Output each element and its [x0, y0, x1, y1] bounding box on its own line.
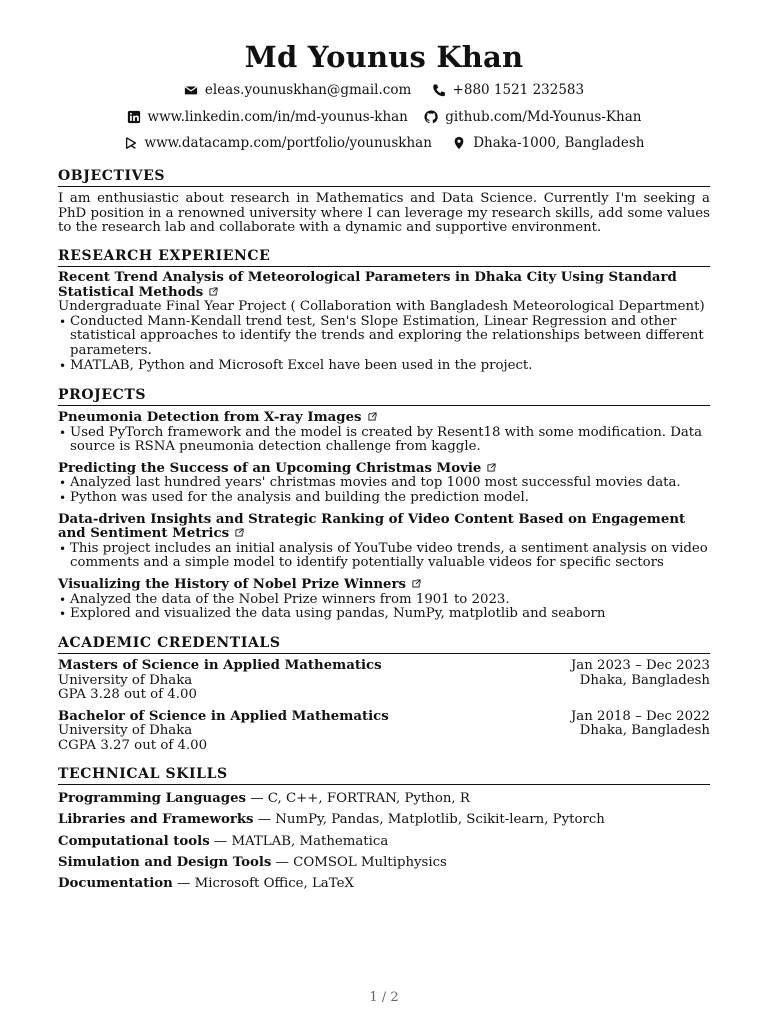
- research-bullets: [58, 315, 710, 373]
- contact-row-2: [58, 109, 710, 128]
- github-link[interactable]: [424, 109, 641, 125]
- location-pin-icon: [452, 136, 466, 150]
- linkedin-link[interactable]: [127, 109, 408, 125]
- skills-section: [58, 766, 710, 894]
- github-icon: [424, 110, 438, 124]
- degree-dates: Jan 2023 – Dec 2023: [570, 658, 710, 673]
- skill-value: — MATLAB, Mathematica: [209, 833, 389, 849]
- objectives-title: OBJECTIVES: [58, 168, 710, 187]
- github-text: github.com/Md-Younus-Khan: [445, 109, 642, 125]
- school-place: Dhaka, Bangladesh: [579, 672, 710, 688]
- skill-value: — C, C++, FORTRAN, Python, R: [246, 791, 470, 806]
- research-section: [58, 248, 710, 373]
- envelope-icon: [184, 83, 198, 97]
- list-item: • Conducted Mann-Kendall trend test, Sen's Slope Estimation, Linear Regression and other statistical approaches to identify the trends and exploring the relationships between different parameters.: [70, 315, 710, 359]
- school-name: University of Dhaka: [58, 672, 193, 688]
- project-title[interactable]: [58, 462, 710, 477]
- skill-row: [58, 788, 710, 809]
- academic-section: [58, 635, 710, 754]
- list-item: • MATLAB, Python and Microsoft Excel have been used in the project.: [70, 359, 710, 374]
- skill-label: Documentation: [58, 876, 173, 892]
- degree-entry: [58, 659, 710, 703]
- school-row: [58, 674, 710, 689]
- gpa-text: CGPA 3.27 out of 4.00: [58, 737, 208, 753]
- phone-text: +880 1521 232583: [452, 82, 585, 98]
- project-bullets: [58, 426, 710, 455]
- degree-entry: [58, 710, 710, 754]
- list-item: • Used PyTorch framework and the model is created by Resent18 with some modification. Data source is RSNA pneumonia detection challenge from kaggle.: [70, 426, 710, 455]
- objectives-section: [58, 168, 710, 236]
- list-item: • Explored and visualized the data using pandas, NumPy, matplotlib and seaborn: [70, 607, 710, 622]
- project-title-text: Data-driven Insights and Strategic Ranking of Video Content Based on Engagement and Sentiment Metrics: [58, 511, 686, 542]
- skills-title: TECHNICAL SKILLS: [58, 766, 710, 785]
- location-info: [452, 135, 644, 151]
- project-title[interactable]: [58, 513, 710, 542]
- project-item: [58, 578, 710, 622]
- degree-dates: Jan 2018 – Dec 2022: [570, 708, 710, 724]
- email-text: eleas.younuskhan@gmail.com: [204, 82, 412, 98]
- external-link-icon[interactable]: [209, 287, 218, 296]
- gpa-text: GPA 3.28 out of 4.00: [58, 687, 197, 703]
- project-item: [58, 411, 710, 455]
- page-number: 1 / 2: [369, 990, 399, 1005]
- skill-value: — COMSOL Multiphysics: [271, 854, 447, 870]
- skill-row: [58, 873, 710, 894]
- list-item: • This project includes an initial analysis of YouTube video trends, a sentiment analysis on video comments and a simple model to identify potentially valuable videos for specific sectors: [70, 542, 710, 571]
- research-project-title-text: Recent Trend Analysis of Meteorological Parameters in Dhaka City Using Standard Statistical Methods: [58, 270, 677, 300]
- degree-row: [58, 659, 710, 674]
- skill-label: Computational tools: [58, 833, 210, 849]
- email-link[interactable]: [184, 82, 411, 98]
- school-name: University of Dhaka: [58, 723, 193, 739]
- skill-value: — Microsoft Office, LaTeX: [172, 876, 354, 892]
- skill-label: Simulation and Design Tools: [58, 854, 272, 870]
- linkedin-text: www.linkedin.com/in/md-younus-khan: [147, 109, 408, 125]
- projects-title: PROJECTS: [58, 387, 710, 406]
- project-item: [58, 513, 710, 571]
- skill-row: [58, 831, 710, 852]
- degree-row: [58, 710, 710, 725]
- contact-row-1: [58, 82, 710, 101]
- project-item: [58, 462, 710, 506]
- skill-row: [58, 852, 710, 873]
- datacamp-link[interactable]: [124, 135, 432, 151]
- external-link-icon[interactable]: [487, 463, 496, 472]
- skill-row: [58, 809, 710, 830]
- phone-link[interactable]: [432, 82, 585, 98]
- project-title-text: Predicting the Success of an Upcoming Christmas Movie: [58, 460, 482, 476]
- degree-name: Bachelor of Science in Applied Mathematics: [58, 708, 389, 724]
- research-title: RESEARCH EXPERIENCE: [58, 248, 710, 267]
- list-item: • Analyzed last hundred years' christmas movies and top 1000 most successful movies data.: [70, 476, 710, 491]
- external-link-icon[interactable]: [368, 412, 377, 421]
- list-item: • Analyzed the data of the Nobel Prize winners from 1901 to 2023.: [70, 593, 710, 608]
- linkedin-icon: [127, 110, 141, 124]
- projects-section: [58, 387, 710, 622]
- skill-value: — NumPy, Pandas, Matplotlib, Scikit-learn, Pytorch: [253, 812, 605, 828]
- project-bullets: [58, 593, 710, 622]
- external-link-icon[interactable]: [235, 528, 244, 537]
- skill-label: Libraries and Frameworks: [58, 812, 254, 828]
- research-project-title[interactable]: [58, 271, 710, 300]
- contact-row-3: [58, 135, 710, 154]
- location-text: Dhaka-1000, Bangladesh: [473, 135, 645, 151]
- candidate-name: Md Younus Khan: [244, 40, 524, 74]
- datacamp-icon: [124, 136, 138, 150]
- school-place: Dhaka, Bangladesh: [579, 723, 710, 739]
- project-bullets: [58, 542, 710, 571]
- research-subtitle: Undergraduate Final Year Project ( Collaboration with Bangladesh Meteorological Department): [58, 299, 705, 315]
- academic-title: ACADEMIC CREDENTIALS: [58, 635, 710, 654]
- skills-list: [58, 788, 710, 894]
- skill-label: Programming Languages: [58, 791, 247, 806]
- project-title-text: Pneumonia Detection from X-ray Images: [58, 410, 362, 425]
- degree-name: Masters of Science in Applied Mathematics: [58, 658, 382, 673]
- school-row: [58, 724, 710, 739]
- project-title-text: Visualizing the History of Nobel Prize Winners: [58, 576, 406, 592]
- objectives-text: I am enthusiastic about research in Mathematics and Data Science. Currently I'm seeking a PhD position in a renowned university where I can leverage my research skills, add some values to the research lab and collaborate with a dynamic and supportive environment.: [58, 191, 710, 236]
- list-item: • Python was used for the analysis and building the prediction model.: [70, 491, 710, 506]
- project-title[interactable]: [58, 578, 710, 593]
- project-title[interactable]: [58, 411, 710, 426]
- phone-icon: [432, 83, 446, 97]
- datacamp-text: www.datacamp.com/portfolio/younuskhan: [144, 135, 432, 151]
- project-bullets: [58, 476, 710, 505]
- external-link-icon[interactable]: [412, 579, 421, 588]
